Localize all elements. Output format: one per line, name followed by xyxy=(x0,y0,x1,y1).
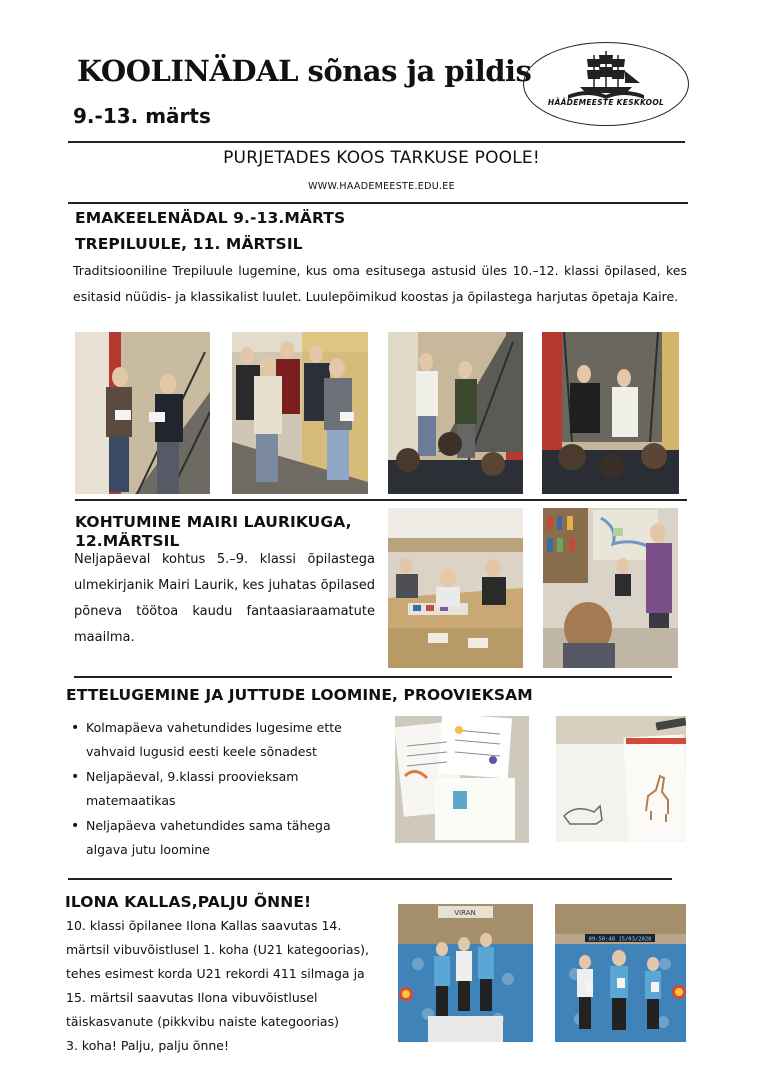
section-subheading-trepiluule: TREPILUULE, 11. MÄRTSIL xyxy=(75,235,303,253)
photo-sign-text: 09:50:48 15/03/2020 xyxy=(588,936,652,943)
list-item: • Neljapäeval, 9.klassi proovieksam matemaatikas xyxy=(69,765,374,813)
ilona-kallas-text xyxy=(66,914,396,1058)
divider xyxy=(74,676,672,678)
list-item: • Neljapäeva vahetundides sama tähega algava jutu loomine xyxy=(69,814,374,862)
activity-list xyxy=(69,716,374,863)
motto: PURJETADES KOOS TARKUSE POOLE! xyxy=(223,148,540,168)
divider xyxy=(75,499,687,501)
text-line: 10. klassi õpilanee Ilona Kallas saavutas 14. xyxy=(66,918,342,933)
divider xyxy=(68,202,688,204)
photo-story-papers xyxy=(395,716,529,843)
photo-trepiluule-4 xyxy=(542,332,679,494)
trepiluule-text: Traditsiooniline Trepiluule lugemine, kus oma esitusega astusid üles 10.–12. klassi õpilased, kes esitasid nüüdis- ja klassikalist luulet. Luulepõimikud koostas ja õpilastega harjutas õpetaja Kaire. xyxy=(73,263,687,304)
text-line: täiskasvanute (pikkvibu naiste kategoorias) xyxy=(66,1014,339,1029)
photo-drawings xyxy=(556,716,686,842)
website-link[interactable]: WWW.HAADEMEESTE.EDU.EE xyxy=(308,181,455,192)
text-line: 15. märtsil saavutas Ilona vibuvõistlusel xyxy=(66,990,318,1005)
logo-text: HÄÄDEMEESTE KESKKOOL xyxy=(547,98,665,107)
photo-classroom-1 xyxy=(388,508,523,668)
date-range: 9.-13. märts xyxy=(73,104,211,128)
section-heading-emakeelenadal: EMAKEELENÄDAL 9.-13.MÄRTS xyxy=(75,209,346,227)
section-heading-ettelugemine: ETTELUGEMINE JA JUTTUDE LOOMINE, PROOVIEKSAM xyxy=(66,686,533,704)
school-logo xyxy=(523,42,689,126)
photo-trepiluule-3 xyxy=(388,332,523,494)
mairi-laurik-text: Neljapäeval kohtus 5.–9. klassi õpilastega ulmekirjanik Mairi Laurik, kes juhatas õpilased põneva töötoa kaudu fantaasiaraamatute maailma. xyxy=(74,552,375,645)
section-heading-date: 12.MÄRTSIL xyxy=(75,532,180,550)
photo-podium-1 xyxy=(398,904,533,1042)
text-line: tehes esimest korda U21 rekordi 411 silmaga ja xyxy=(66,966,365,981)
photo-trepiluule-2 xyxy=(232,332,368,494)
divider xyxy=(68,878,672,880)
page-title: KOOLINÄDAL sõnas ja pildis xyxy=(77,54,532,88)
photo-sign-text: VIRAN xyxy=(454,909,476,917)
section-heading-ilona-kallas: ILONA KALLAS,PALJU ÕNNE! xyxy=(65,893,312,911)
ship-book-icon xyxy=(524,43,690,127)
photo-podium-2 xyxy=(555,904,686,1042)
photo-classroom-2 xyxy=(543,508,678,668)
text-line: märtsil vibuvõistlusel 1. koha (U21 kategoorias), xyxy=(66,942,369,957)
photo-trepiluule-1 xyxy=(75,332,210,494)
list-item: • Kolmapäeva vahetundides lugesime ette vahvaid lugusid eesti keele sõnadest xyxy=(69,716,374,764)
text-line: 3. koha! Palju, palju õnne! xyxy=(66,1038,229,1053)
divider xyxy=(68,141,685,143)
section-heading-mairi-laurik: KOHTUMINE MAIRI LAURIKUGA, xyxy=(75,513,352,531)
